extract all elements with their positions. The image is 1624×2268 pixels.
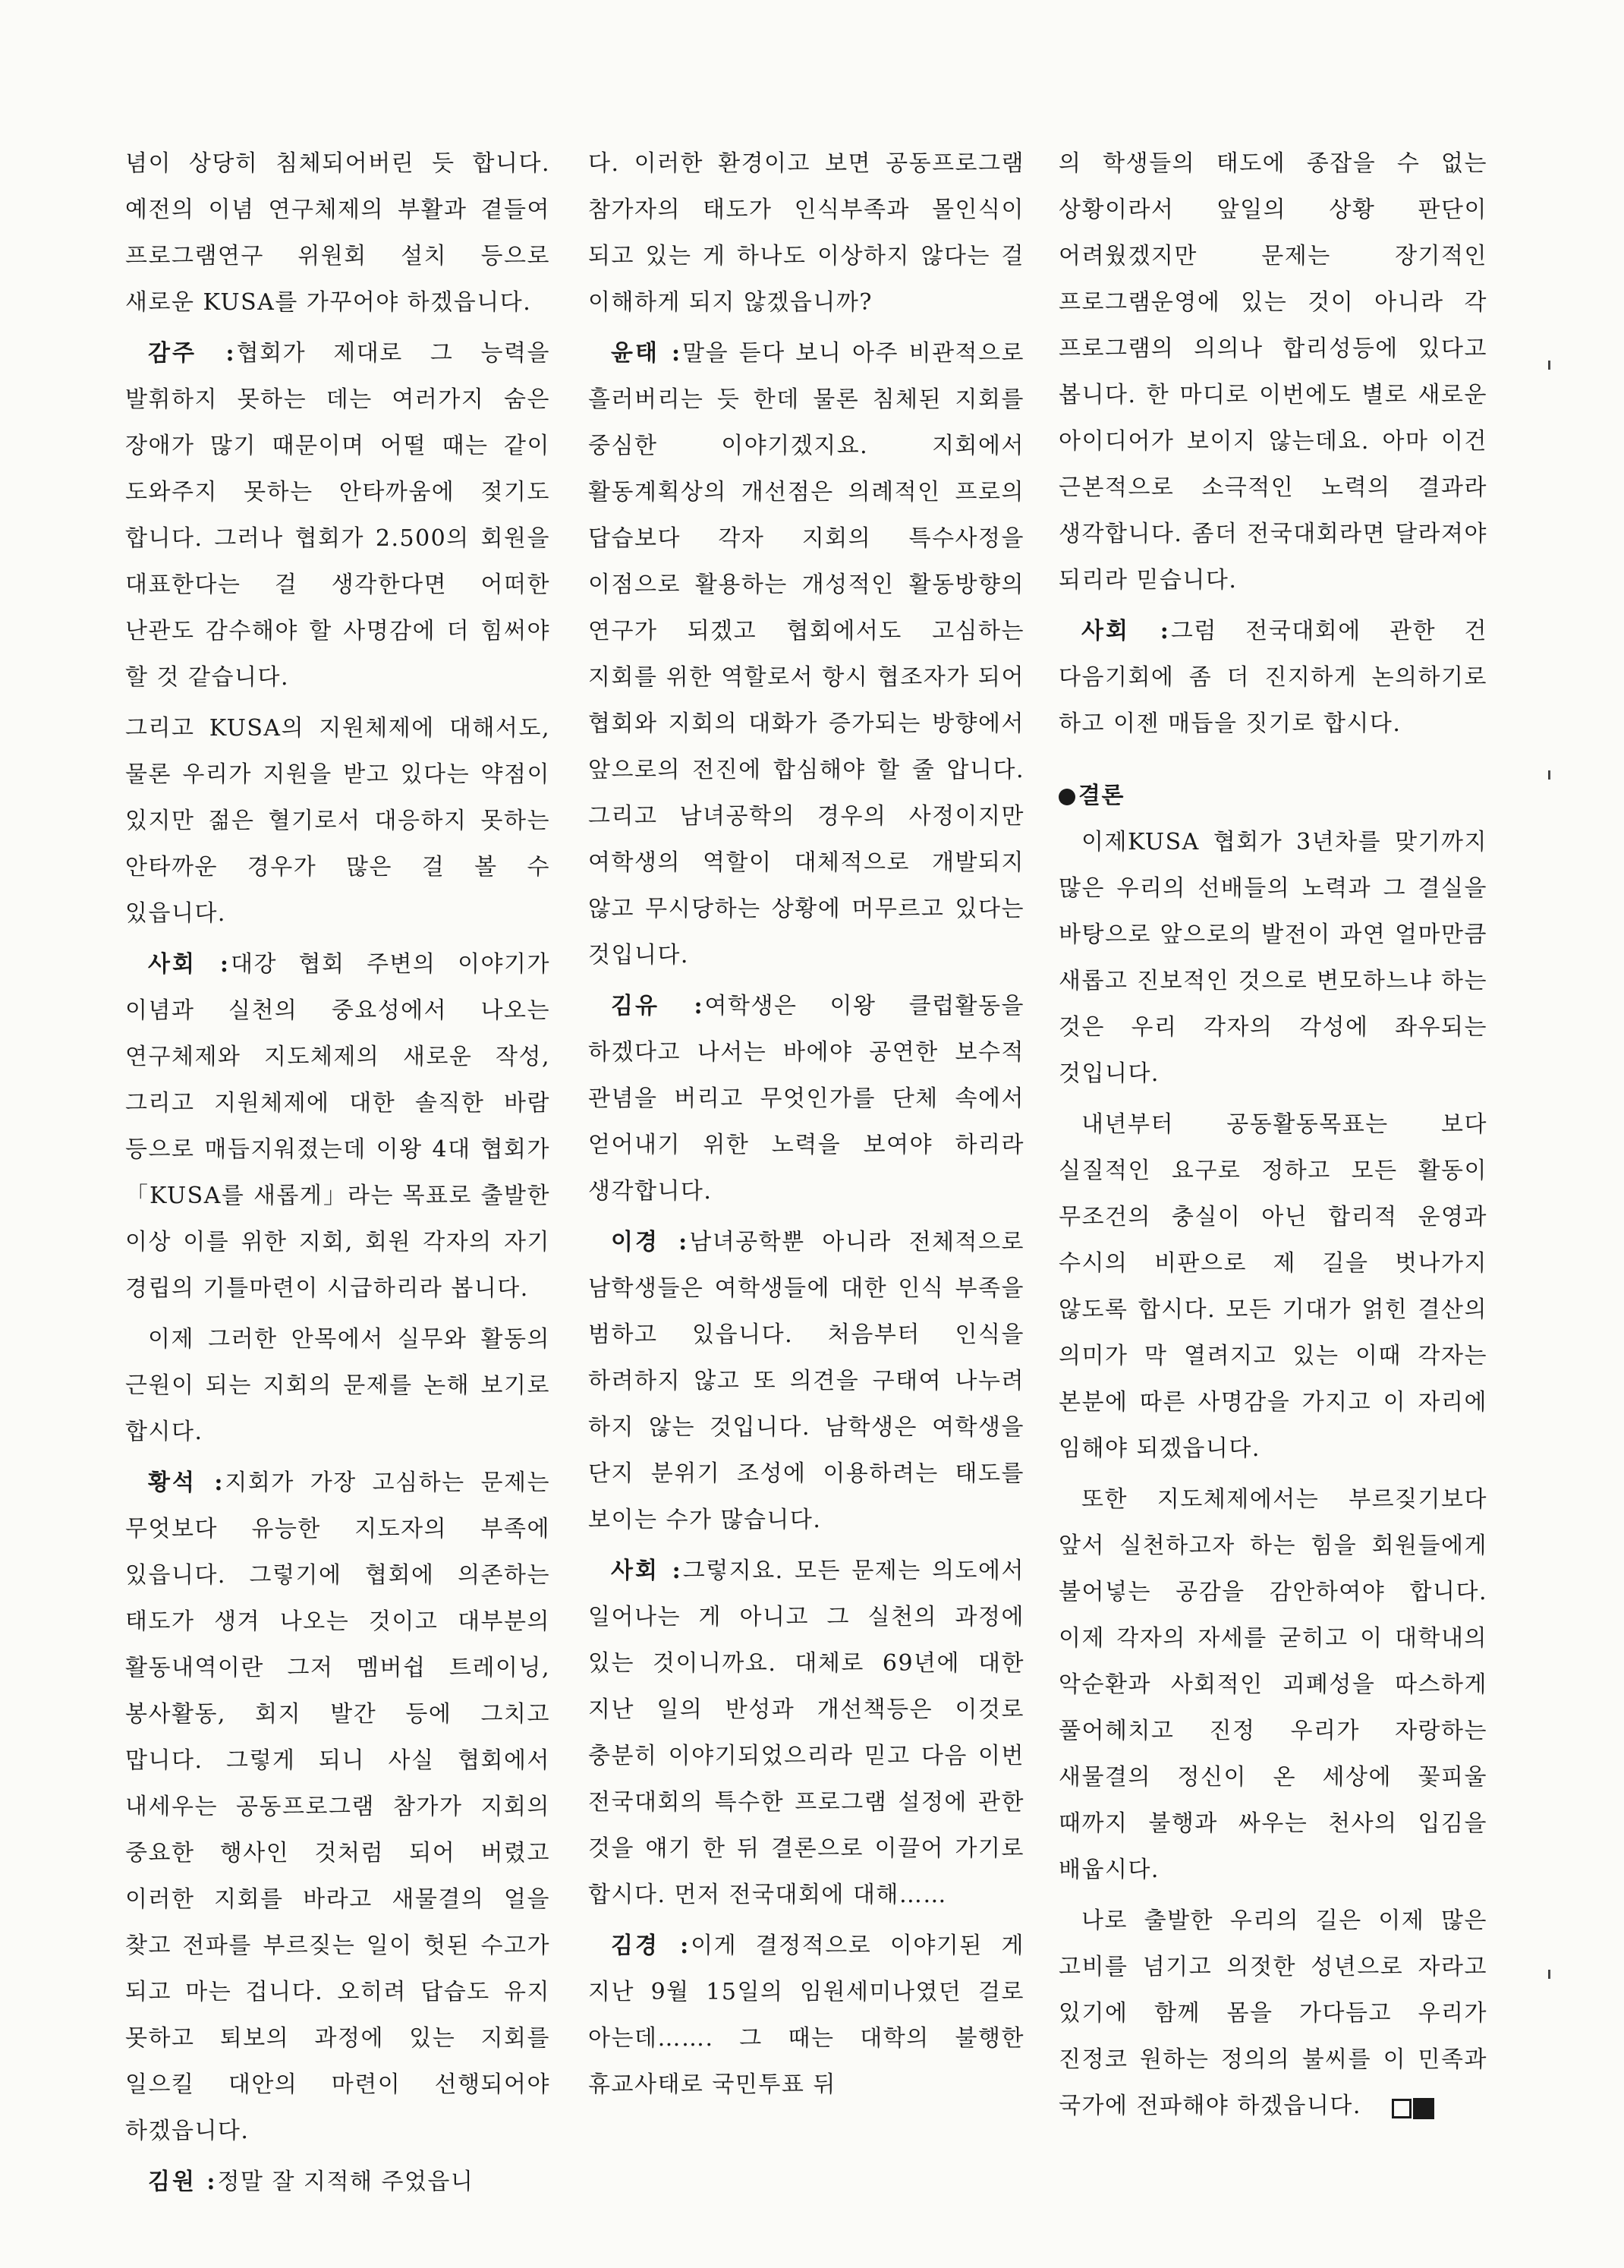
scan-mark (1548, 361, 1550, 370)
paragraph-text: 그리고 KUSA의 지원체제에 대해서도, 물론 우리가 지원을 받고 있다는 약점이 있지만 젊은 혈기로서 대응하지 못하는 안타까운 경우가 많은 걸 볼 수 있읍니다. (125, 715, 550, 927)
paragraph-text: 내년부터 공동활동목표는 보다 실질적인 요구로 정하고 모든 활동이 무조건의 충실이 아닌 합리적 운영과 수시의 비판으로 제 길을 벗나가지 않도록 합시다. 모든 기대가 얽힌 결산의 의미가 막 열려지고 있는 이때 각자는 본분에 따른 사명감을 가지고 이 자리에 임해야 되겠읍니다. (1059, 1111, 1487, 1462)
paragraph-text: 남녀공학뿐 아니라 전체적으로 남학생들은 여학생들에 대한 인식 부족을 범하고 있읍니다. 처음부터 인식을 하려하지 않고 또 의견을 구태여 나누려 하지 않는 것입니다. 남학생은 여학생을 단지 분위기 조성에 이용하려는 태도를 보이는 수가 많습니다. (588, 1229, 1024, 1533)
text-column-1 (125, 140, 550, 2205)
end-mark-icon (1369, 2084, 1434, 2131)
paragraph-text: 이제KUSA 협회가 3년차를 맞기까지 많은 우리의 선배들의 노력과 그 결실을 바탕으로 앞으로의 발전이 과연 얼마만큼 새롭고 진보적인 것으로 변모하느냐 하는 것은 우리 각자의 각성에 좌우되는 것입니다. (1059, 829, 1487, 1087)
speaker-label: 윤태 : (611, 340, 683, 367)
dialogue-paragraph (588, 330, 1024, 978)
speaker-label: 사회 : (148, 951, 231, 978)
paragraph (125, 140, 550, 326)
paragraph-text: 다. 이러한 환경이고 보면 공동프로그램 참가자의 태도가 인식부족과 몰인식이 되고 있는 게 하나도 이상하지 않다는 걸 이해하게 되지 않겠읍니까? (588, 150, 1024, 316)
paragraph-text: 념이 상당히 침체되어버린 듯 합니다. 예전의 이념 연구체제의 부활과 곁들여 프로그램연구 위원회 설치 등으로 새로운 KUSA를 가꾸어야 하겠읍니다. (125, 150, 550, 316)
heading-text: 결론 (1078, 783, 1125, 809)
speaker-label: 사회 : (1081, 618, 1171, 644)
dialogue-paragraph (125, 1460, 550, 2154)
text-column-2 (588, 140, 1024, 2108)
paragraph (125, 705, 550, 937)
paragraph-text: 여학생은 이왕 클럽활동을 하겠다고 나서는 바에야 공연한 보수적 관념을 버리고 무엇인가를 단체 속에서 얻어내기 위한 노력을 보여야 하리라 생각합니다. (588, 993, 1024, 1205)
dialogue-paragraph (588, 1548, 1024, 1918)
paragraph (1059, 1101, 1487, 1472)
paragraph-text: 의 학생들의 태도에 종잡을 수 없는 상황이라서 앞일의 상황 판단이 어려웠겠지만 문제는 장기적인 프로그램운영에 있는 것이 아니라 각 프로그램의 의의나 합리성등에 있다고 봅니다. 한 마디로 이번에도 별로 새로운 아이디어가 보이지 않는데요. 아마 이건 근본적으로 소극적인 노력의 결과라 생각합니다. 좀더 전국대회라면 달라져야 되리라 믿습니다. (1059, 150, 1487, 594)
dialogue-paragraph (125, 330, 550, 701)
paragraph (1059, 1898, 1487, 2131)
paragraph-text: 그럼 전국대회에 관한 건 다음기회에 좀 더 진지하게 논의하기로 하고 이젠 매듭을 짓기로 합시다. (1059, 618, 1487, 737)
paragraph-text: 그렇지요. 모든 문제는 의도에서 일어나는 게 아니고 그 실천의 과정에 있는 것이니까요. 대체로 69년에 대한 지난 일의 반성과 개선책등은 이것로 충분히 이야기되었으리라 믿고 다음 이번 전국대회의 특수한 프로그램 설정에 관한 것을 얘기 한 뒤 결론으로 이끌어 가기로 합시다. 먼저 전국대회에 대해…… (588, 1558, 1024, 1908)
paragraph (1059, 140, 1487, 603)
text-column-3 (1059, 140, 1487, 2131)
paragraph (1059, 819, 1487, 1097)
dialogue-paragraph (588, 1923, 1024, 2108)
section-heading (1059, 773, 1487, 819)
bullet-icon (1059, 789, 1075, 805)
paragraph-text: 지회가 가장 고심하는 문제는 무엇보다 유능한 지도자의 부족에 있읍니다. 그렇기에 협회에 의존하는 태도가 생겨 나오는 것이고 대부분의 활동내역이란 그저 멤버쉽 트레이닝, 봉사활동, 회지 발간 등에 그치고 맙니다. 그렇게 되니 사실 협회에서 내세우는 공동프로그램 참가가 지회의 중요한 행사인 것처럼 되어 버렸고 이러한 지회를 바라고 새물결의 얼을 찾고 전파를 부르짖는 일이 헛된 수고가 되고 마는 겁니다. 오히려 답습도 유지 못하고 퇴보의 과정에 있는 지회를 일으킬 대안의 마련이 선행되어야 하겠읍니다. (125, 1469, 550, 2144)
scan-mark (1548, 770, 1550, 780)
paragraph (1059, 1476, 1487, 1893)
paragraph-text: 이제 그러한 안목에서 실무와 활동의 근원이 되는 지회의 문제를 논해 보기로 합시다. (125, 1326, 550, 1445)
dialogue-paragraph (588, 983, 1024, 1214)
speaker-label: 사회 : (611, 1558, 683, 1584)
dialogue-paragraph (588, 1219, 1024, 1543)
speaker-label: 감주 : (148, 340, 237, 367)
section-spacer (1059, 747, 1487, 768)
paragraph-text: 말을 듣다 보니 아주 비관적으로 흘러버리는 듯 한데 물론 침체된 지회를 중심한 이야기겠지요. 지회에서 활동계획상의 개선점은 의례적인 프로의 답습보다 각자 지회의 특수사정을 이점으로 활용하는 개성적인 활동방향의 연구가 되겠고 협회에서도 고심하는 지회를 위한 역할로서 항시 협조자가 되어 협회와 지회의 대화가 증가되는 방향에서 앞으로의 전진에 합심해야 할 줄 압니다. 그리고 남녀공학의 경우의 사정이지만 여학생의 역할이 대체적으로 개발되지 않고 무시당하는 상황에 머무르고 있다는 것입니다. (588, 340, 1024, 969)
speaker-label: 김원 : (148, 2169, 218, 2195)
speaker-label: 김유 : (611, 993, 705, 1019)
dialogue-paragraph (125, 941, 550, 1312)
paragraph-text: 또한 지도체제에서는 부르짖기보다 앞서 실천하고자 하는 힘을 회원들에게 불어넣는 공감을 감안하여야 합니다. 이제 각자의 자세를 굳히고 이 대학내의 악순환과 사회적인 괴폐성을 따스하게 풀어헤치고 진정 우리가 자랑하는 새물결의 정신이 온 세상에 꽃피울 때까지 불행과 싸우는 천사의 입김을 배웁시다. (1059, 1486, 1487, 1883)
paragraph-text: 대강 협회 주변의 이야기가 이념과 실천의 중요성에서 나오는 연구체제와 지도체제의 새로운 작성, 그리고 지원체제에 대한 솔직한 바람 등으로 매듭지워졌는데 이왕 4대 협회가「KUSA를 새롭게」라는 목표로 출발한 이상 이를 위한 지회, 회원 각자의 자기 경립의 기틀마련이 시급하리라 봅니다. (125, 951, 550, 1302)
scan-mark (1548, 1970, 1550, 1979)
paragraph-text: 이게 결정적으로 이야기된 게 지난 9월 15일의 임원세미나였던 걸로 아는데……. 그 때는 대학의 불행한 휴교사태로 국민투표 뒤 (588, 1933, 1024, 2098)
paragraph-text: 나로 출발한 우리의 길은 이제 많은 고비를 넘기고 의젓한 성년으로 자라고 있기에 함께 몸을 가다듬고 우리가 진정코 원하는 정의의 불씨를 이 민족과 국가에 전파해야 하겠읍니다. (1059, 1907, 1487, 2119)
paragraph (588, 140, 1024, 326)
paragraph-text: 정말 잘 지적해 주었읍니 (217, 2169, 474, 2195)
speaker-label: 김경 : (611, 1933, 691, 1959)
speaker-label: 이경 : (611, 1229, 690, 1255)
dialogue-paragraph (1059, 608, 1487, 747)
dialogue-paragraph (125, 2159, 550, 2205)
speaker-label: 황석 : (148, 1469, 225, 1496)
paragraph-text: 협회가 제대로 그 능력을 발휘하지 못하는 데는 여러가지 숨은 장애가 많기 때문이며 어떨 때는 같이 도와주지 못하는 안타까움에 젖기도 합니다. 그러나 협회가 2.500의 회원을 대표한다는 걸 생각한다면 어떠한 난관도 감수해야 할 사명감에 더 힘써야 할 것 같습니다. (125, 340, 550, 691)
paragraph (125, 1316, 550, 1455)
